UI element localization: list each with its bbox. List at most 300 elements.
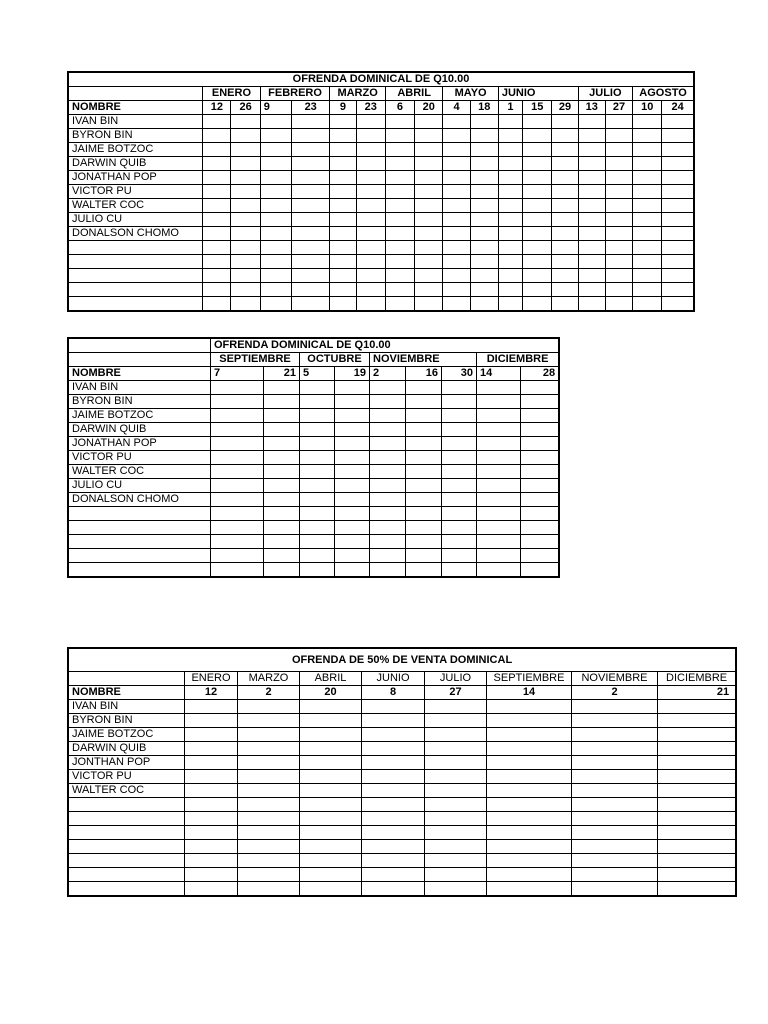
payment-cell[interactable] [572, 868, 658, 882]
payment-cell[interactable] [425, 756, 487, 770]
payment-cell[interactable] [185, 798, 238, 812]
payment-cell[interactable] [470, 269, 498, 283]
payment-cell[interactable] [658, 742, 736, 756]
payment-cell[interactable] [231, 283, 260, 297]
payment-cell[interactable] [578, 171, 605, 185]
payment-cell[interactable] [415, 129, 443, 143]
payment-cell[interactable] [385, 157, 414, 171]
payment-cell[interactable] [605, 185, 632, 199]
payment-cell[interactable] [578, 255, 605, 269]
payment-cell[interactable] [370, 465, 406, 479]
payment-cell[interactable] [260, 213, 291, 227]
payment-cell[interactable] [264, 451, 300, 465]
payment-cell[interactable] [415, 185, 443, 199]
payment-cell[interactable] [487, 784, 572, 798]
payment-cell[interactable] [300, 812, 362, 826]
payment-cell[interactable] [264, 493, 300, 507]
payment-cell[interactable] [552, 227, 578, 241]
payment-cell[interactable] [260, 185, 291, 199]
payment-cell[interactable] [185, 756, 238, 770]
payment-cell[interactable] [578, 213, 605, 227]
payment-cell[interactable] [487, 770, 572, 784]
payment-cell[interactable] [335, 437, 370, 451]
payment-cell[interactable] [572, 798, 658, 812]
payment-cell[interactable] [300, 728, 362, 742]
payment-cell[interactable] [425, 798, 487, 812]
payment-cell[interactable] [185, 812, 238, 826]
payment-cell[interactable] [487, 868, 572, 882]
payment-cell[interactable] [572, 742, 658, 756]
payment-cell[interactable] [415, 255, 443, 269]
payment-cell[interactable] [487, 714, 572, 728]
payment-cell[interactable] [300, 563, 335, 577]
payment-cell[interactable] [442, 381, 477, 395]
payment-cell[interactable] [300, 798, 362, 812]
payment-cell[interactable] [385, 199, 414, 213]
payment-cell[interactable] [385, 115, 414, 129]
payment-cell[interactable] [658, 840, 736, 854]
payment-cell[interactable] [292, 129, 330, 143]
payment-cell[interactable] [238, 770, 300, 784]
payment-cell[interactable] [231, 255, 260, 269]
payment-cell[interactable] [292, 213, 330, 227]
payment-cell[interactable] [443, 171, 470, 185]
payment-cell[interactable] [498, 171, 522, 185]
payment-cell[interactable] [356, 171, 385, 185]
payment-cell[interactable] [330, 241, 356, 255]
payment-cell[interactable] [300, 423, 335, 437]
payment-cell[interactable] [633, 213, 662, 227]
payment-cell[interactable] [292, 269, 330, 283]
payment-cell[interactable] [552, 185, 578, 199]
payment-cell[interactable] [521, 395, 559, 409]
payment-cell[interactable] [330, 157, 356, 171]
payment-cell[interactable] [470, 129, 498, 143]
payment-cell[interactable] [415, 213, 443, 227]
payment-cell[interactable] [231, 199, 260, 213]
payment-cell[interactable] [498, 185, 522, 199]
payment-cell[interactable] [578, 129, 605, 143]
payment-cell[interactable] [605, 157, 632, 171]
payment-cell[interactable] [425, 770, 487, 784]
payment-cell[interactable] [578, 143, 605, 157]
payment-cell[interactable] [658, 826, 736, 840]
payment-cell[interactable] [633, 157, 662, 171]
payment-cell[interactable] [578, 297, 605, 311]
payment-cell[interactable] [552, 199, 578, 213]
payment-cell[interactable] [487, 700, 572, 714]
payment-cell[interactable] [260, 115, 291, 129]
payment-cell[interactable] [658, 882, 736, 896]
payment-cell[interactable] [385, 213, 414, 227]
payment-cell[interactable] [662, 129, 694, 143]
payment-cell[interactable] [238, 700, 300, 714]
payment-cell[interactable] [362, 784, 425, 798]
payment-cell[interactable] [185, 742, 238, 756]
payment-cell[interactable] [477, 465, 521, 479]
payment-cell[interactable] [330, 143, 356, 157]
payment-cell[interactable] [487, 728, 572, 742]
payment-cell[interactable] [425, 784, 487, 798]
payment-cell[interactable] [231, 297, 260, 311]
payment-cell[interactable] [572, 714, 658, 728]
payment-cell[interactable] [211, 465, 264, 479]
payment-cell[interactable] [442, 437, 477, 451]
payment-cell[interactable] [300, 395, 335, 409]
payment-cell[interactable] [498, 269, 522, 283]
payment-cell[interactable] [572, 770, 658, 784]
payment-cell[interactable] [552, 269, 578, 283]
payment-cell[interactable] [211, 563, 264, 577]
payment-cell[interactable] [521, 493, 559, 507]
payment-cell[interactable] [443, 115, 470, 129]
payment-cell[interactable] [406, 479, 442, 493]
payment-cell[interactable] [203, 199, 231, 213]
payment-cell[interactable] [406, 521, 442, 535]
payment-cell[interactable] [662, 171, 694, 185]
payment-cell[interactable] [443, 199, 470, 213]
payment-cell[interactable] [203, 269, 231, 283]
payment-cell[interactable] [203, 157, 231, 171]
payment-cell[interactable] [370, 479, 406, 493]
payment-cell[interactable] [330, 213, 356, 227]
payment-cell[interactable] [356, 115, 385, 129]
payment-cell[interactable] [552, 157, 578, 171]
payment-cell[interactable] [300, 451, 335, 465]
payment-cell[interactable] [231, 115, 260, 129]
payment-cell[interactable] [335, 507, 370, 521]
payment-cell[interactable] [487, 854, 572, 868]
payment-cell[interactable] [406, 437, 442, 451]
payment-cell[interactable] [356, 129, 385, 143]
payment-cell[interactable] [578, 269, 605, 283]
payment-cell[interactable] [330, 199, 356, 213]
payment-cell[interactable] [425, 882, 487, 896]
payment-cell[interactable] [523, 297, 552, 311]
payment-cell[interactable] [203, 115, 231, 129]
payment-cell[interactable] [470, 143, 498, 157]
payment-cell[interactable] [425, 714, 487, 728]
payment-cell[interactable] [231, 241, 260, 255]
payment-cell[interactable] [362, 798, 425, 812]
payment-cell[interactable] [498, 213, 522, 227]
payment-cell[interactable] [443, 297, 470, 311]
payment-cell[interactable] [185, 840, 238, 854]
payment-cell[interactable] [260, 171, 291, 185]
payment-cell[interactable] [442, 507, 477, 521]
payment-cell[interactable] [415, 171, 443, 185]
payment-cell[interactable] [477, 563, 521, 577]
payment-cell[interactable] [385, 297, 414, 311]
payment-cell[interactable] [442, 479, 477, 493]
payment-cell[interactable] [231, 185, 260, 199]
payment-cell[interactable] [335, 423, 370, 437]
payment-cell[interactable] [335, 451, 370, 465]
payment-cell[interactable] [185, 868, 238, 882]
payment-cell[interactable] [370, 521, 406, 535]
payment-cell[interactable] [572, 756, 658, 770]
payment-cell[interactable] [385, 143, 414, 157]
payment-cell[interactable] [415, 297, 443, 311]
payment-cell[interactable] [238, 784, 300, 798]
payment-cell[interactable] [335, 535, 370, 549]
payment-cell[interactable] [605, 227, 632, 241]
payment-cell[interactable] [356, 213, 385, 227]
payment-cell[interactable] [415, 241, 443, 255]
payment-cell[interactable] [300, 868, 362, 882]
payment-cell[interactable] [658, 756, 736, 770]
payment-cell[interactable] [521, 451, 559, 465]
payment-cell[interactable] [335, 549, 370, 563]
payment-cell[interactable] [362, 882, 425, 896]
payment-cell[interactable] [662, 143, 694, 157]
payment-cell[interactable] [477, 493, 521, 507]
payment-cell[interactable] [415, 143, 443, 157]
payment-cell[interactable] [425, 868, 487, 882]
payment-cell[interactable] [498, 157, 522, 171]
payment-cell[interactable] [292, 185, 330, 199]
payment-cell[interactable] [523, 185, 552, 199]
payment-cell[interactable] [238, 812, 300, 826]
payment-cell[interactable] [470, 283, 498, 297]
payment-cell[interactable] [264, 423, 300, 437]
payment-cell[interactable] [477, 381, 521, 395]
payment-cell[interactable] [523, 115, 552, 129]
payment-cell[interactable] [330, 115, 356, 129]
payment-cell[interactable] [552, 143, 578, 157]
payment-cell[interactable] [633, 283, 662, 297]
payment-cell[interactable] [260, 129, 291, 143]
payment-cell[interactable] [605, 129, 632, 143]
payment-cell[interactable] [470, 227, 498, 241]
payment-cell[interactable] [300, 700, 362, 714]
payment-cell[interactable] [356, 283, 385, 297]
payment-cell[interactable] [211, 479, 264, 493]
payment-cell[interactable] [425, 742, 487, 756]
payment-cell[interactable] [605, 241, 632, 255]
payment-cell[interactable] [662, 255, 694, 269]
payment-cell[interactable] [470, 157, 498, 171]
payment-cell[interactable] [292, 297, 330, 311]
payment-cell[interactable] [330, 283, 356, 297]
payment-cell[interactable] [477, 507, 521, 521]
payment-cell[interactable] [300, 714, 362, 728]
payment-cell[interactable] [185, 826, 238, 840]
payment-cell[interactable] [406, 465, 442, 479]
payment-cell[interactable] [578, 185, 605, 199]
payment-cell[interactable] [362, 854, 425, 868]
payment-cell[interactable] [185, 770, 238, 784]
payment-cell[interactable] [264, 521, 300, 535]
payment-cell[interactable] [362, 868, 425, 882]
payment-cell[interactable] [470, 255, 498, 269]
payment-cell[interactable] [470, 297, 498, 311]
payment-cell[interactable] [572, 700, 658, 714]
payment-cell[interactable] [662, 241, 694, 255]
payment-cell[interactable] [443, 185, 470, 199]
payment-cell[interactable] [633, 241, 662, 255]
payment-cell[interactable] [238, 756, 300, 770]
payment-cell[interactable] [370, 535, 406, 549]
payment-cell[interactable] [662, 185, 694, 199]
payment-cell[interactable] [238, 728, 300, 742]
payment-cell[interactable] [477, 451, 521, 465]
payment-cell[interactable] [231, 129, 260, 143]
payment-cell[interactable] [658, 868, 736, 882]
payment-cell[interactable] [231, 227, 260, 241]
payment-cell[interactable] [203, 171, 231, 185]
payment-cell[interactable] [335, 563, 370, 577]
payment-cell[interactable] [442, 451, 477, 465]
payment-cell[interactable] [498, 241, 522, 255]
payment-cell[interactable] [300, 521, 335, 535]
payment-cell[interactable] [572, 882, 658, 896]
payment-cell[interactable] [260, 157, 291, 171]
payment-cell[interactable] [498, 115, 522, 129]
payment-cell[interactable] [362, 756, 425, 770]
payment-cell[interactable] [523, 143, 552, 157]
payment-cell[interactable] [658, 700, 736, 714]
payment-cell[interactable] [335, 465, 370, 479]
payment-cell[interactable] [362, 742, 425, 756]
payment-cell[interactable] [203, 129, 231, 143]
payment-cell[interactable] [425, 826, 487, 840]
payment-cell[interactable] [231, 157, 260, 171]
payment-cell[interactable] [264, 479, 300, 493]
payment-cell[interactable] [498, 129, 522, 143]
payment-cell[interactable] [521, 437, 559, 451]
payment-cell[interactable] [487, 882, 572, 896]
payment-cell[interactable] [292, 115, 330, 129]
payment-cell[interactable] [238, 882, 300, 896]
payment-cell[interactable] [211, 423, 264, 437]
payment-cell[interactable] [185, 784, 238, 798]
payment-cell[interactable] [406, 395, 442, 409]
payment-cell[interactable] [523, 199, 552, 213]
payment-cell[interactable] [442, 423, 477, 437]
payment-cell[interactable] [552, 255, 578, 269]
payment-cell[interactable] [605, 255, 632, 269]
payment-cell[interactable] [572, 840, 658, 854]
payment-cell[interactable] [633, 115, 662, 129]
payment-cell[interactable] [300, 437, 335, 451]
payment-cell[interactable] [477, 395, 521, 409]
payment-cell[interactable] [300, 770, 362, 784]
payment-cell[interactable] [572, 812, 658, 826]
payment-cell[interactable] [264, 465, 300, 479]
payment-cell[interactable] [238, 826, 300, 840]
payment-cell[interactable] [498, 297, 522, 311]
payment-cell[interactable] [521, 465, 559, 479]
payment-cell[interactable] [605, 269, 632, 283]
payment-cell[interactable] [238, 742, 300, 756]
payment-cell[interactable] [203, 143, 231, 157]
payment-cell[interactable] [443, 157, 470, 171]
payment-cell[interactable] [356, 255, 385, 269]
payment-cell[interactable] [498, 227, 522, 241]
payment-cell[interactable] [498, 283, 522, 297]
payment-cell[interactable] [662, 297, 694, 311]
payment-cell[interactable] [443, 227, 470, 241]
payment-cell[interactable] [406, 493, 442, 507]
payment-cell[interactable] [292, 227, 330, 241]
payment-cell[interactable] [662, 283, 694, 297]
payment-cell[interactable] [425, 840, 487, 854]
payment-cell[interactable] [605, 283, 632, 297]
payment-cell[interactable] [211, 395, 264, 409]
payment-cell[interactable] [356, 199, 385, 213]
payment-cell[interactable] [300, 742, 362, 756]
payment-cell[interactable] [231, 269, 260, 283]
payment-cell[interactable] [443, 241, 470, 255]
payment-cell[interactable] [330, 171, 356, 185]
payment-cell[interactable] [370, 409, 406, 423]
payment-cell[interactable] [523, 241, 552, 255]
payment-cell[interactable] [300, 535, 335, 549]
payment-cell[interactable] [521, 479, 559, 493]
payment-cell[interactable] [658, 784, 736, 798]
payment-cell[interactable] [658, 770, 736, 784]
payment-cell[interactable] [300, 479, 335, 493]
payment-cell[interactable] [523, 213, 552, 227]
payment-cell[interactable] [362, 826, 425, 840]
payment-cell[interactable] [578, 241, 605, 255]
payment-cell[interactable] [356, 297, 385, 311]
payment-cell[interactable] [406, 549, 442, 563]
payment-cell[interactable] [521, 381, 559, 395]
payment-cell[interactable] [470, 241, 498, 255]
payment-cell[interactable] [521, 409, 559, 423]
payment-cell[interactable] [264, 563, 300, 577]
payment-cell[interactable] [300, 493, 335, 507]
payment-cell[interactable] [442, 493, 477, 507]
payment-cell[interactable] [406, 507, 442, 521]
payment-cell[interactable] [362, 728, 425, 742]
payment-cell[interactable] [523, 129, 552, 143]
payment-cell[interactable] [385, 269, 414, 283]
payment-cell[interactable] [633, 171, 662, 185]
payment-cell[interactable] [552, 241, 578, 255]
payment-cell[interactable] [521, 423, 559, 437]
payment-cell[interactable] [203, 255, 231, 269]
payment-cell[interactable] [211, 451, 264, 465]
payment-cell[interactable] [633, 129, 662, 143]
payment-cell[interactable] [292, 143, 330, 157]
payment-cell[interactable] [211, 535, 264, 549]
payment-cell[interactable] [330, 297, 356, 311]
payment-cell[interactable] [442, 535, 477, 549]
payment-cell[interactable] [442, 395, 477, 409]
payment-cell[interactable] [260, 255, 291, 269]
payment-cell[interactable] [260, 143, 291, 157]
payment-cell[interactable] [633, 185, 662, 199]
payment-cell[interactable] [605, 297, 632, 311]
payment-cell[interactable] [330, 227, 356, 241]
payment-cell[interactable] [487, 742, 572, 756]
payment-cell[interactable] [523, 255, 552, 269]
payment-cell[interactable] [658, 714, 736, 728]
payment-cell[interactable] [443, 129, 470, 143]
payment-cell[interactable] [330, 129, 356, 143]
payment-cell[interactable] [552, 297, 578, 311]
payment-cell[interactable] [442, 563, 477, 577]
payment-cell[interactable] [633, 255, 662, 269]
payment-cell[interactable] [578, 157, 605, 171]
payment-cell[interactable] [633, 269, 662, 283]
payment-cell[interactable] [238, 840, 300, 854]
payment-cell[interactable] [658, 728, 736, 742]
payment-cell[interactable] [521, 535, 559, 549]
